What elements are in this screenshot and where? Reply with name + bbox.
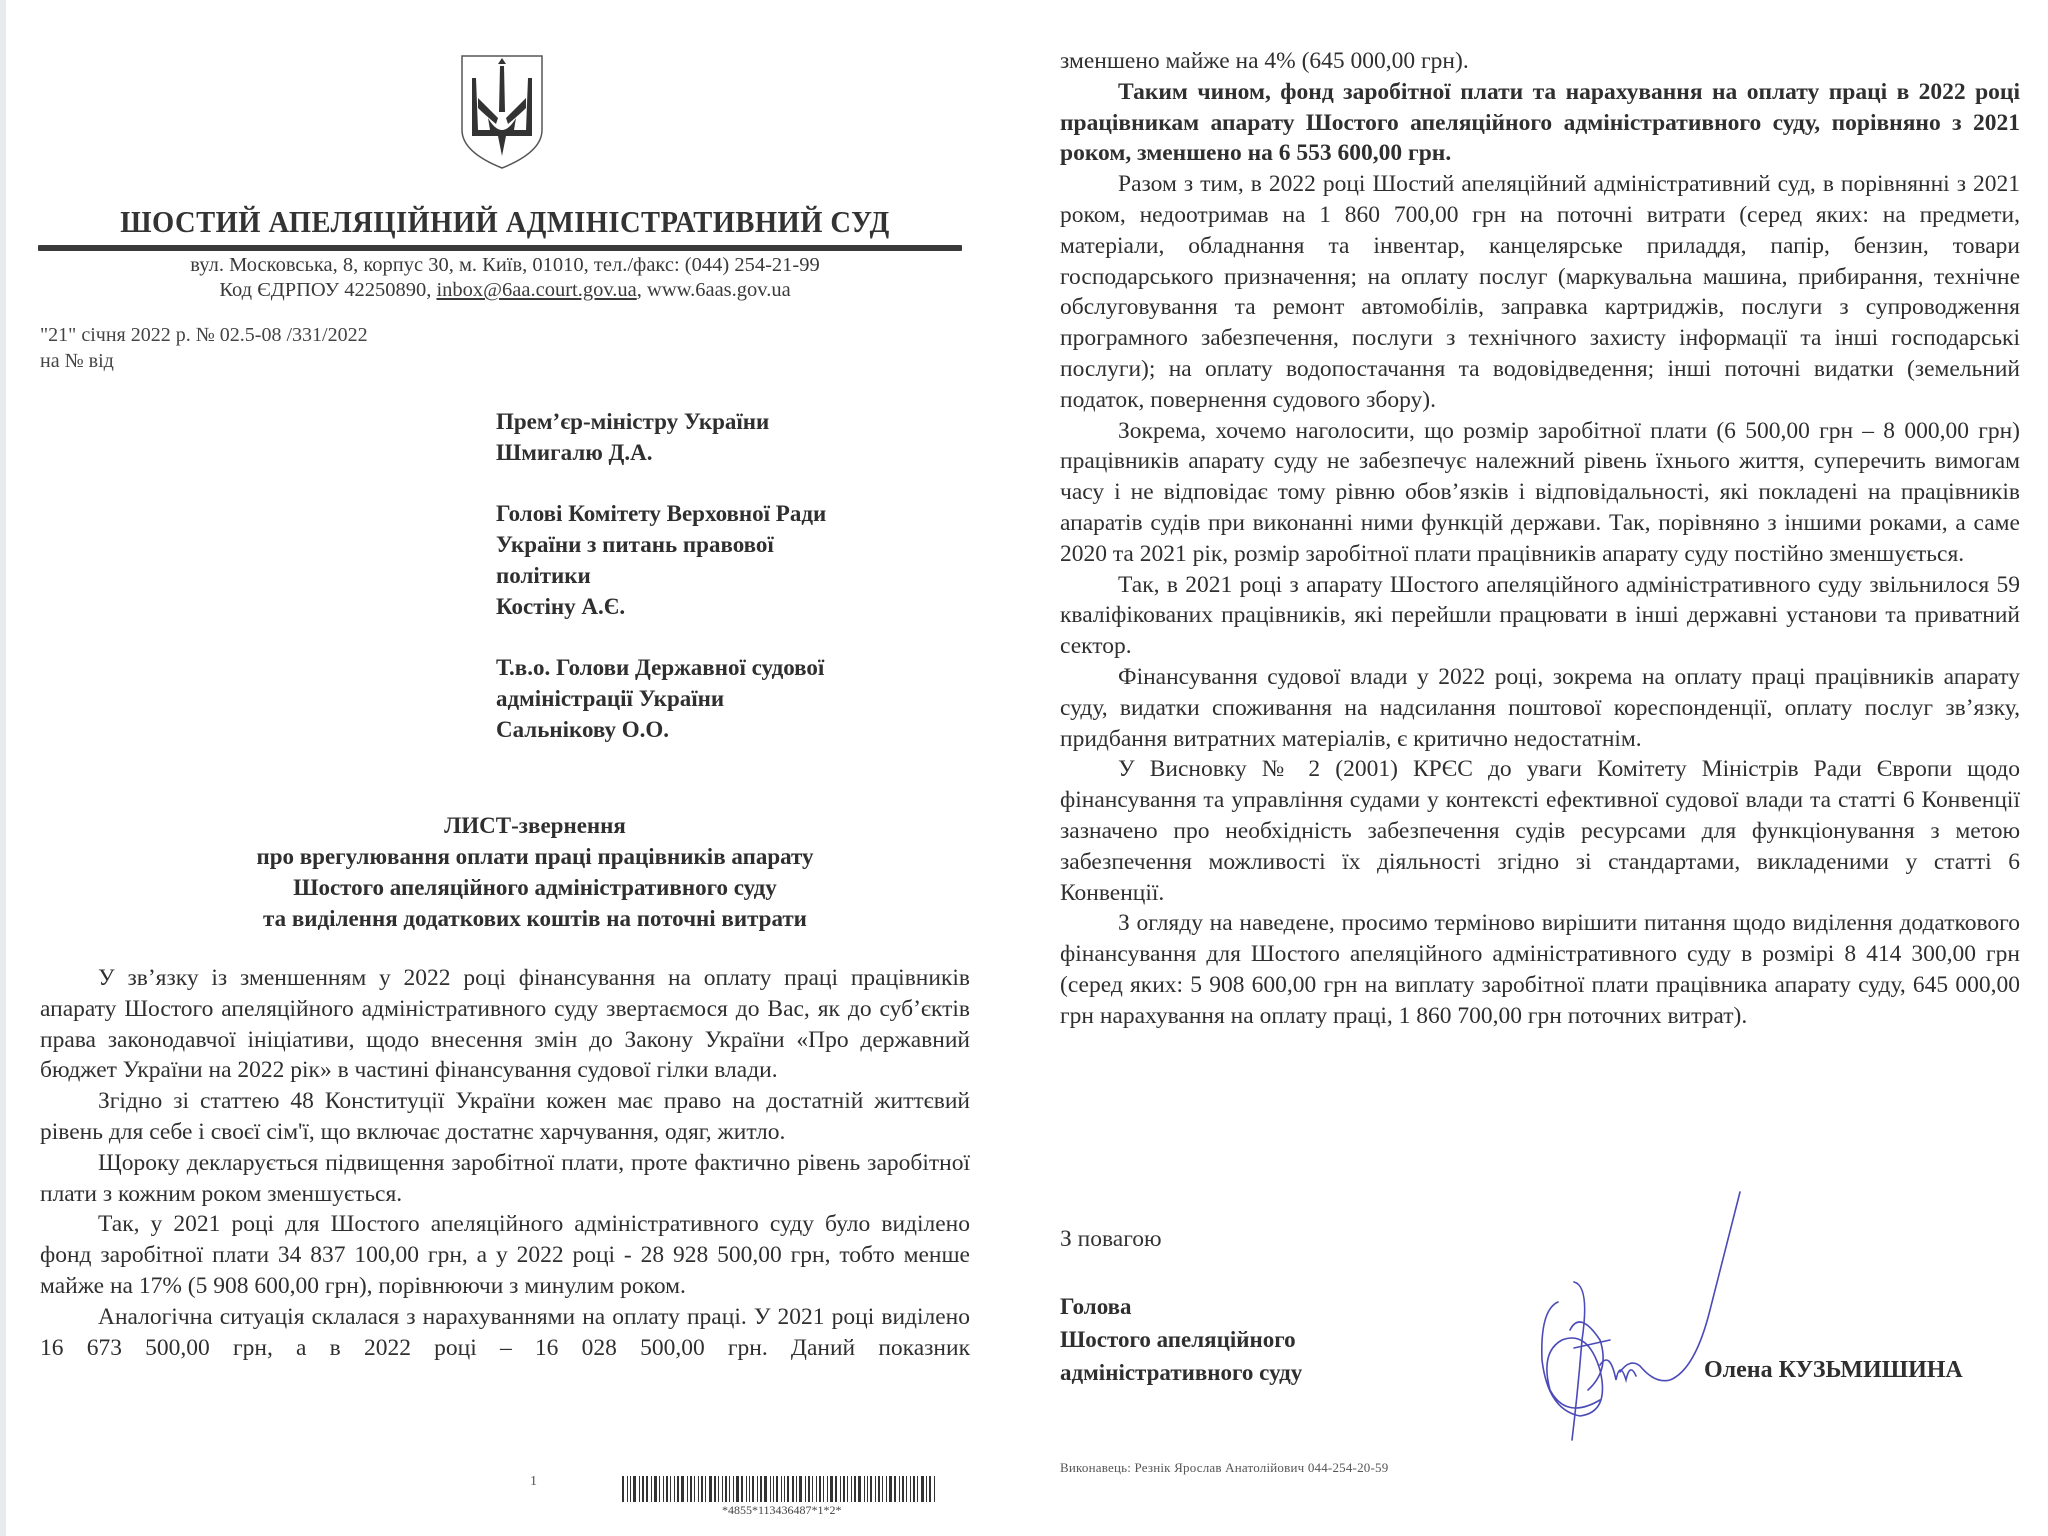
barcode-bar (934, 1476, 935, 1502)
barcode-bar (736, 1476, 739, 1502)
barcode-bar (729, 1476, 730, 1502)
website: , www.6aas.gov.ua (636, 279, 791, 301)
body-paragraph: Щороку декларується підвищення заробітної плати, проте фактично рівень заробітної плати з кожним роком зменшується. (40, 1149, 970, 1207)
recipient-committee-head (496, 498, 826, 622)
barcode-bar (646, 1476, 648, 1502)
barcode-bar (654, 1476, 657, 1502)
barcode-bar (722, 1476, 723, 1502)
barcode-bar (642, 1476, 644, 1502)
body-paragraph: У зв’язку із зменшенням у 2022 році фінансування на оплату праці працівників апарату Шостого апеляційного адміністративного суду звертаємося до Вас, як до суб’єктів права законодавчої ініціативи, щодо внесення змін до Закону України «Про державний бюджет України на 2022 рік» в частині фінансування судової гілки влади. (40, 965, 970, 1084)
court-name-heading: ШОСТИЙ АПЕЛЯЦІЙНИЙ АДМІНІСТРАТИВНИЙ СУД (120, 204, 890, 239)
barcode-bar (705, 1476, 706, 1502)
court-address: вул. Московська, 8, корпус 30, м. Київ, 01010, тел./факс: (044) 254-21-99 (190, 254, 820, 276)
body-continuation: зменшено майже на 4% (645 000,00 грн). (1060, 48, 1469, 74)
letter-body-page-1 (40, 963, 970, 1363)
barcode-bar (827, 1476, 828, 1502)
barcode-bar (718, 1476, 719, 1502)
barcode-bar (752, 1476, 754, 1502)
barcode-bar (812, 1476, 813, 1502)
recipient-line: Т.в.о. Голови Державної судової (496, 655, 825, 680)
reply-reference: на № від (40, 350, 114, 372)
barcode-bar (622, 1476, 624, 1502)
barcode-bar (835, 1476, 837, 1502)
barcode-bar (714, 1476, 716, 1502)
barcode-bar (808, 1476, 810, 1502)
barcode-bar (651, 1476, 652, 1502)
barcode-bar (929, 1476, 931, 1502)
barcode-bar (805, 1476, 806, 1502)
barcode-bar (886, 1476, 887, 1502)
barcode-bar (878, 1476, 880, 1502)
recipient-line: Прем’єр-міністру України (496, 409, 770, 434)
barcode-bar (926, 1476, 927, 1502)
barcode-bar (630, 1476, 631, 1502)
barcode-bar (894, 1476, 896, 1502)
barcode-bar (906, 1476, 907, 1502)
edrpou-code: Код ЄДРПОУ 42250890, (219, 279, 437, 301)
court-contacts (0, 279, 1010, 302)
barcode-bar (663, 1476, 664, 1502)
barcode-bar (921, 1476, 924, 1502)
body-paragraph: Разом з тим, в 2022 році Шостий апеляційний адміністративний суд, в порівнянні з 2021 роком, недоотримав на 1 860 700,00 грн на поточні витрати (серед яких: на предмети, матеріали, обладнання та інвентар, канцелярське приладдя, папір, бензин, товари господарського призначення; на оплату послуг (маркувальна машина, прибирання, технічне обслуговування та ремонт автомобілів, заправка картриджів, послуги з супроводження програмного забезпечення, послуги з технічного захисту інформації та інші господарські послуги); на оплату водопостачання та водовідведення; інші поточні видатки (земельний податок, повернення судового збору). (1060, 171, 2020, 413)
barcode-bar (823, 1476, 824, 1502)
barcode-bar (674, 1476, 675, 1502)
recipient-line: Шмигалю Д.А. (496, 440, 653, 465)
title-line: ЛИСТ-звернення (444, 813, 626, 838)
closing-salutation: З повагою (1060, 1226, 1162, 1252)
trident-coat-of-arms-icon (458, 52, 546, 170)
barcode-text: *4855*113436487*1*2* (722, 1503, 842, 1517)
barcode-bar (882, 1476, 883, 1502)
body-paragraph: Так, у 2021 році для Шостого апеляційного адміністративного суду було виділено фонд заробітної плати 34 837 100,00 грн, а у 2022 році - 28 928 500,00 грн, тобто менше майже на 17% (5 908 600,00 грн), порівнюючи з минулим роком. (40, 1211, 970, 1299)
barcode-bar (725, 1476, 727, 1502)
barcode-bar (843, 1476, 845, 1502)
barcode-bar (639, 1476, 640, 1502)
barcode-bar (819, 1476, 821, 1502)
body-paragraph: У Висновку № 2 (2001) КРЄС до уваги Комітету Міністрів Ради Європи щодо фінансування та управління судами у контексті ефективної судової влади та статті 6 Конвенції зазначено про необхідність забезпечення судів ресурсами для функціонування з метою забезпечення можливості їх діяльності згідно зі стандартами, викладеними у статті 6 Конвенції. (1060, 756, 2020, 906)
recipient-line: Костіну А.Є. (496, 594, 626, 619)
signer-title (1060, 1290, 1302, 1389)
signer-title-line: Шостого апеляційного (1060, 1327, 1296, 1352)
request-paragraph: З огляду на наведене, просимо терміново вирішити питання щодо виділення додаткового фінансування для Шостого апеляційного адміністративного суду в розмірі 8 414 300,00 грн (серед яких: 5 908 600,00 грн на виплату заробітної плати працівника апарату суду, 645 000,00 грн нарахування на оплату праці, 1 860 700,00 грн поточних витрат). (1060, 910, 2020, 1029)
letter-page-2 (1040, 0, 2048, 1536)
letter-page-1 (0, 0, 1010, 1536)
title-line: та виділення додаткових коштів на поточні витрати (263, 906, 807, 931)
signer-title-line: адміністративного суду (1060, 1360, 1303, 1385)
barcode-bar (781, 1476, 782, 1502)
recipient-prime-minister (496, 406, 769, 468)
barcode-bar (840, 1476, 841, 1502)
barcode-bar (764, 1476, 767, 1502)
barcode-bar (917, 1476, 918, 1502)
barcode-bar (687, 1476, 688, 1502)
barcode-bar (816, 1476, 817, 1502)
body-paragraph: Зокрема, хочемо наголосити, що розмір заробітної плати (6 500,00 грн – 8 000,00 грн) працівників апарату суду не забезпечує належний рівень їхнього життя, суперечить вимогам часу і не відповідає тому рівню обов’язків і відповідальності, які покладені на працівників апаратів судів при виконанні ними функцій держави. Так, порівняно з іншими роками, а саме 2020 та 2021 рік, розмір заробітної плати працівників апарату суду постійно зменшується. (1060, 417, 2020, 567)
recipient-line: політики (496, 563, 591, 588)
barcode-bar (889, 1476, 892, 1502)
body-paragraph: Так, в 2021 році з апарату Шостого апеляційного адміністративного суду звільнилося 59 кваліфікованих працівників, які перейшли працювати в інші державні установи та приватний сектор. (1060, 571, 2020, 660)
recipient-line: адміністрації України (496, 686, 725, 711)
barcode-bar (670, 1476, 671, 1502)
executor-info: Виконавець: Резнік Ярослав Анатолійович 044-254-20-59 (1060, 1460, 1389, 1475)
barcode-bar (870, 1476, 872, 1502)
barcode-bar (694, 1476, 695, 1502)
recipient-line: Голові Комітету Верховної Ради (496, 501, 827, 526)
recipient-line: України з питань правової (496, 532, 774, 557)
barcode-bar (851, 1476, 852, 1502)
barcode-bar (770, 1476, 771, 1502)
barcode-bar (746, 1476, 747, 1502)
recipient-judicial-administration (496, 652, 824, 745)
title-line: про врегулювання оплати праці працівників апарату (256, 844, 814, 869)
barcode-bar (867, 1476, 868, 1502)
summary-bold-paragraph: Таким чином, фонд заробітної плати та нарахування на оплату праці в 2022 році працівникам апарату Шостого апеляційного адміністративного суду, порівняно з 2021 роком, зменшено на 6 553 600,00 грн. (1060, 78, 2020, 167)
barcode-bar (773, 1476, 774, 1502)
barcode-bar (681, 1476, 684, 1502)
barcode-icon (622, 1476, 962, 1502)
barcode-bar (677, 1476, 679, 1502)
barcode-bar (784, 1476, 785, 1502)
barcode-bar (698, 1476, 699, 1502)
barcode-bar (864, 1476, 865, 1502)
barcode-bar (787, 1476, 789, 1502)
barcode-bar (659, 1476, 660, 1502)
barcode-bar (690, 1476, 692, 1502)
barcode-bar (633, 1476, 636, 1502)
barcode-bar (627, 1476, 628, 1502)
barcode-bar (902, 1476, 904, 1502)
barcode-bar (792, 1476, 794, 1502)
barcode-bar (875, 1476, 876, 1502)
letter-title (0, 810, 1070, 934)
body-paragraph: Згідно зі статтею 48 Конституції України кожен має право на достатній життєвий рівень для себе і своєї сім'ї, що включає достатнє харчування, одяг, житло. (40, 1088, 970, 1145)
barcode-bar (913, 1476, 915, 1502)
barcode-bar (910, 1476, 911, 1502)
email-link[interactable]: inbox@6aa.court.gov.ua (436, 279, 637, 301)
barcode-bar (899, 1476, 900, 1502)
barcode-bar (741, 1476, 743, 1502)
barcode-bar (701, 1476, 703, 1502)
signer-name: Олена КУЗЬМИШИНА (1704, 1357, 1963, 1383)
barcode-bar (709, 1476, 712, 1502)
barcode-bar (830, 1476, 833, 1502)
letter-body-page-2 (1060, 46, 2020, 1032)
handwritten-signature-icon (1470, 1190, 1790, 1450)
barcode-bar (757, 1476, 758, 1502)
barcode-bar (858, 1476, 861, 1502)
barcode-bar (666, 1476, 668, 1502)
body-paragraph: Аналогічна ситуація склалася з нарахуваннями на оплату праці. У 2021 році виділено 16 673 500,00 грн, а в 2022 році – 16 028 500,00 грн. Даний показник (40, 1303, 970, 1361)
registration-number: "21" січня 2022 р. № 02.5-08 /331/2022 (40, 324, 368, 346)
barcode-bar (733, 1476, 734, 1502)
barcode-bar (776, 1476, 778, 1502)
body-paragraph: Фінансування судової влади у 2022 році, зокрема на оплату праці працівників апарату суду, видатки споживання на надсилання поштової кореспонденції, оплату послуг зв’язку, придбання витратних матеріалів, є критично недостатнім. (1060, 663, 2020, 752)
barcode-bar (799, 1476, 802, 1502)
barcode-bar (847, 1476, 848, 1502)
barcode-bar (760, 1476, 762, 1502)
page-number: 1 (530, 1474, 537, 1489)
signer-title-line: Голова (1060, 1294, 1132, 1319)
header-divider (38, 245, 962, 251)
recipient-line: Сальнікову О.О. (496, 717, 670, 742)
barcode-bar (796, 1476, 797, 1502)
barcode-bar (749, 1476, 750, 1502)
barcode-bar (854, 1476, 856, 1502)
title-line: Шостого апеляційного адміністративного суду (293, 875, 777, 900)
